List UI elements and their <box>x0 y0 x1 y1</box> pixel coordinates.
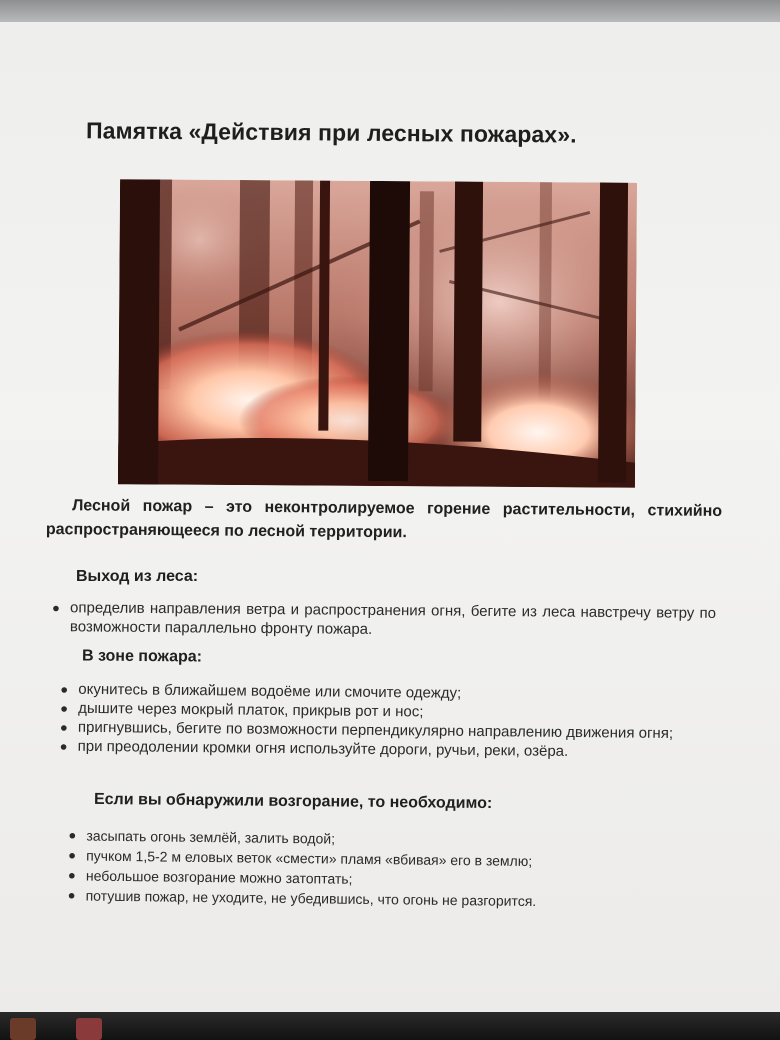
intro-paragraph <box>46 494 722 548</box>
bullet-icon: ● <box>68 847 77 863</box>
list-item-text: при преодолении кромки огня используйте дороги, ручьи, реки, озёра. <box>77 737 569 760</box>
document-page <box>0 22 780 1012</box>
section-heading-fire-zone: В зоне пожара: <box>81 647 203 666</box>
section-heading-ignition: Если вы обнаружили возгорание, то необходимо: <box>93 790 493 813</box>
bullet-icon: ● <box>60 700 69 716</box>
start-button[interactable] <box>10 1018 36 1040</box>
bullet-icon: ● <box>59 738 68 754</box>
list-item-text: засыпать огонь землёй, залить водой; <box>86 827 336 847</box>
list-item-text: пригнувшись, бегите по возможности перпендикулярно направлению движения огня; <box>77 718 674 743</box>
intro-text: Лесной пожар – это неконтролируемое горение растительности, стихийно распространяющееся по лесной территории. <box>45 497 723 542</box>
bullet-icon: ● <box>52 600 61 616</box>
fire-zone-list <box>56 680 713 763</box>
exit-list <box>48 598 716 642</box>
bullet-icon: ● <box>68 827 77 843</box>
taskbar-app-icon[interactable] <box>76 1018 102 1040</box>
list-item-text: пучком 1,5-2 м еловых веток «смести» пламя «вбивая» его в землю; <box>86 847 533 869</box>
list-item-text: определив направления ветра и распространения огня, бегите из леса навстречу ветру по возможности параллельно фронту пожара. <box>69 599 717 638</box>
page-title: Памятка «Действия при лесных пожарах». <box>85 117 577 148</box>
list-item-text: дышите через мокрый платок, прикрыв рот и нос; <box>78 699 424 721</box>
list-item-text: окунитесь в ближайшем водоёме или смочите одежду; <box>78 680 462 702</box>
screen <box>0 22 780 1012</box>
taskbar <box>0 1012 780 1040</box>
bullet-icon: ● <box>67 887 76 903</box>
bullet-icon: ● <box>60 681 69 697</box>
forest-fire-photo <box>118 179 637 488</box>
ignition-list <box>64 825 675 912</box>
bullet-icon: ● <box>67 867 76 883</box>
bullet-icon: ● <box>59 719 68 735</box>
list-item-text: потушив пожар, не уходите, не убедившись, что огонь не разгорится. <box>85 887 537 910</box>
list-item <box>48 598 716 642</box>
list-item-text: небольшое возгорание можно затоптать; <box>85 867 353 887</box>
section-heading-exit: Выход из леса: <box>76 568 199 585</box>
